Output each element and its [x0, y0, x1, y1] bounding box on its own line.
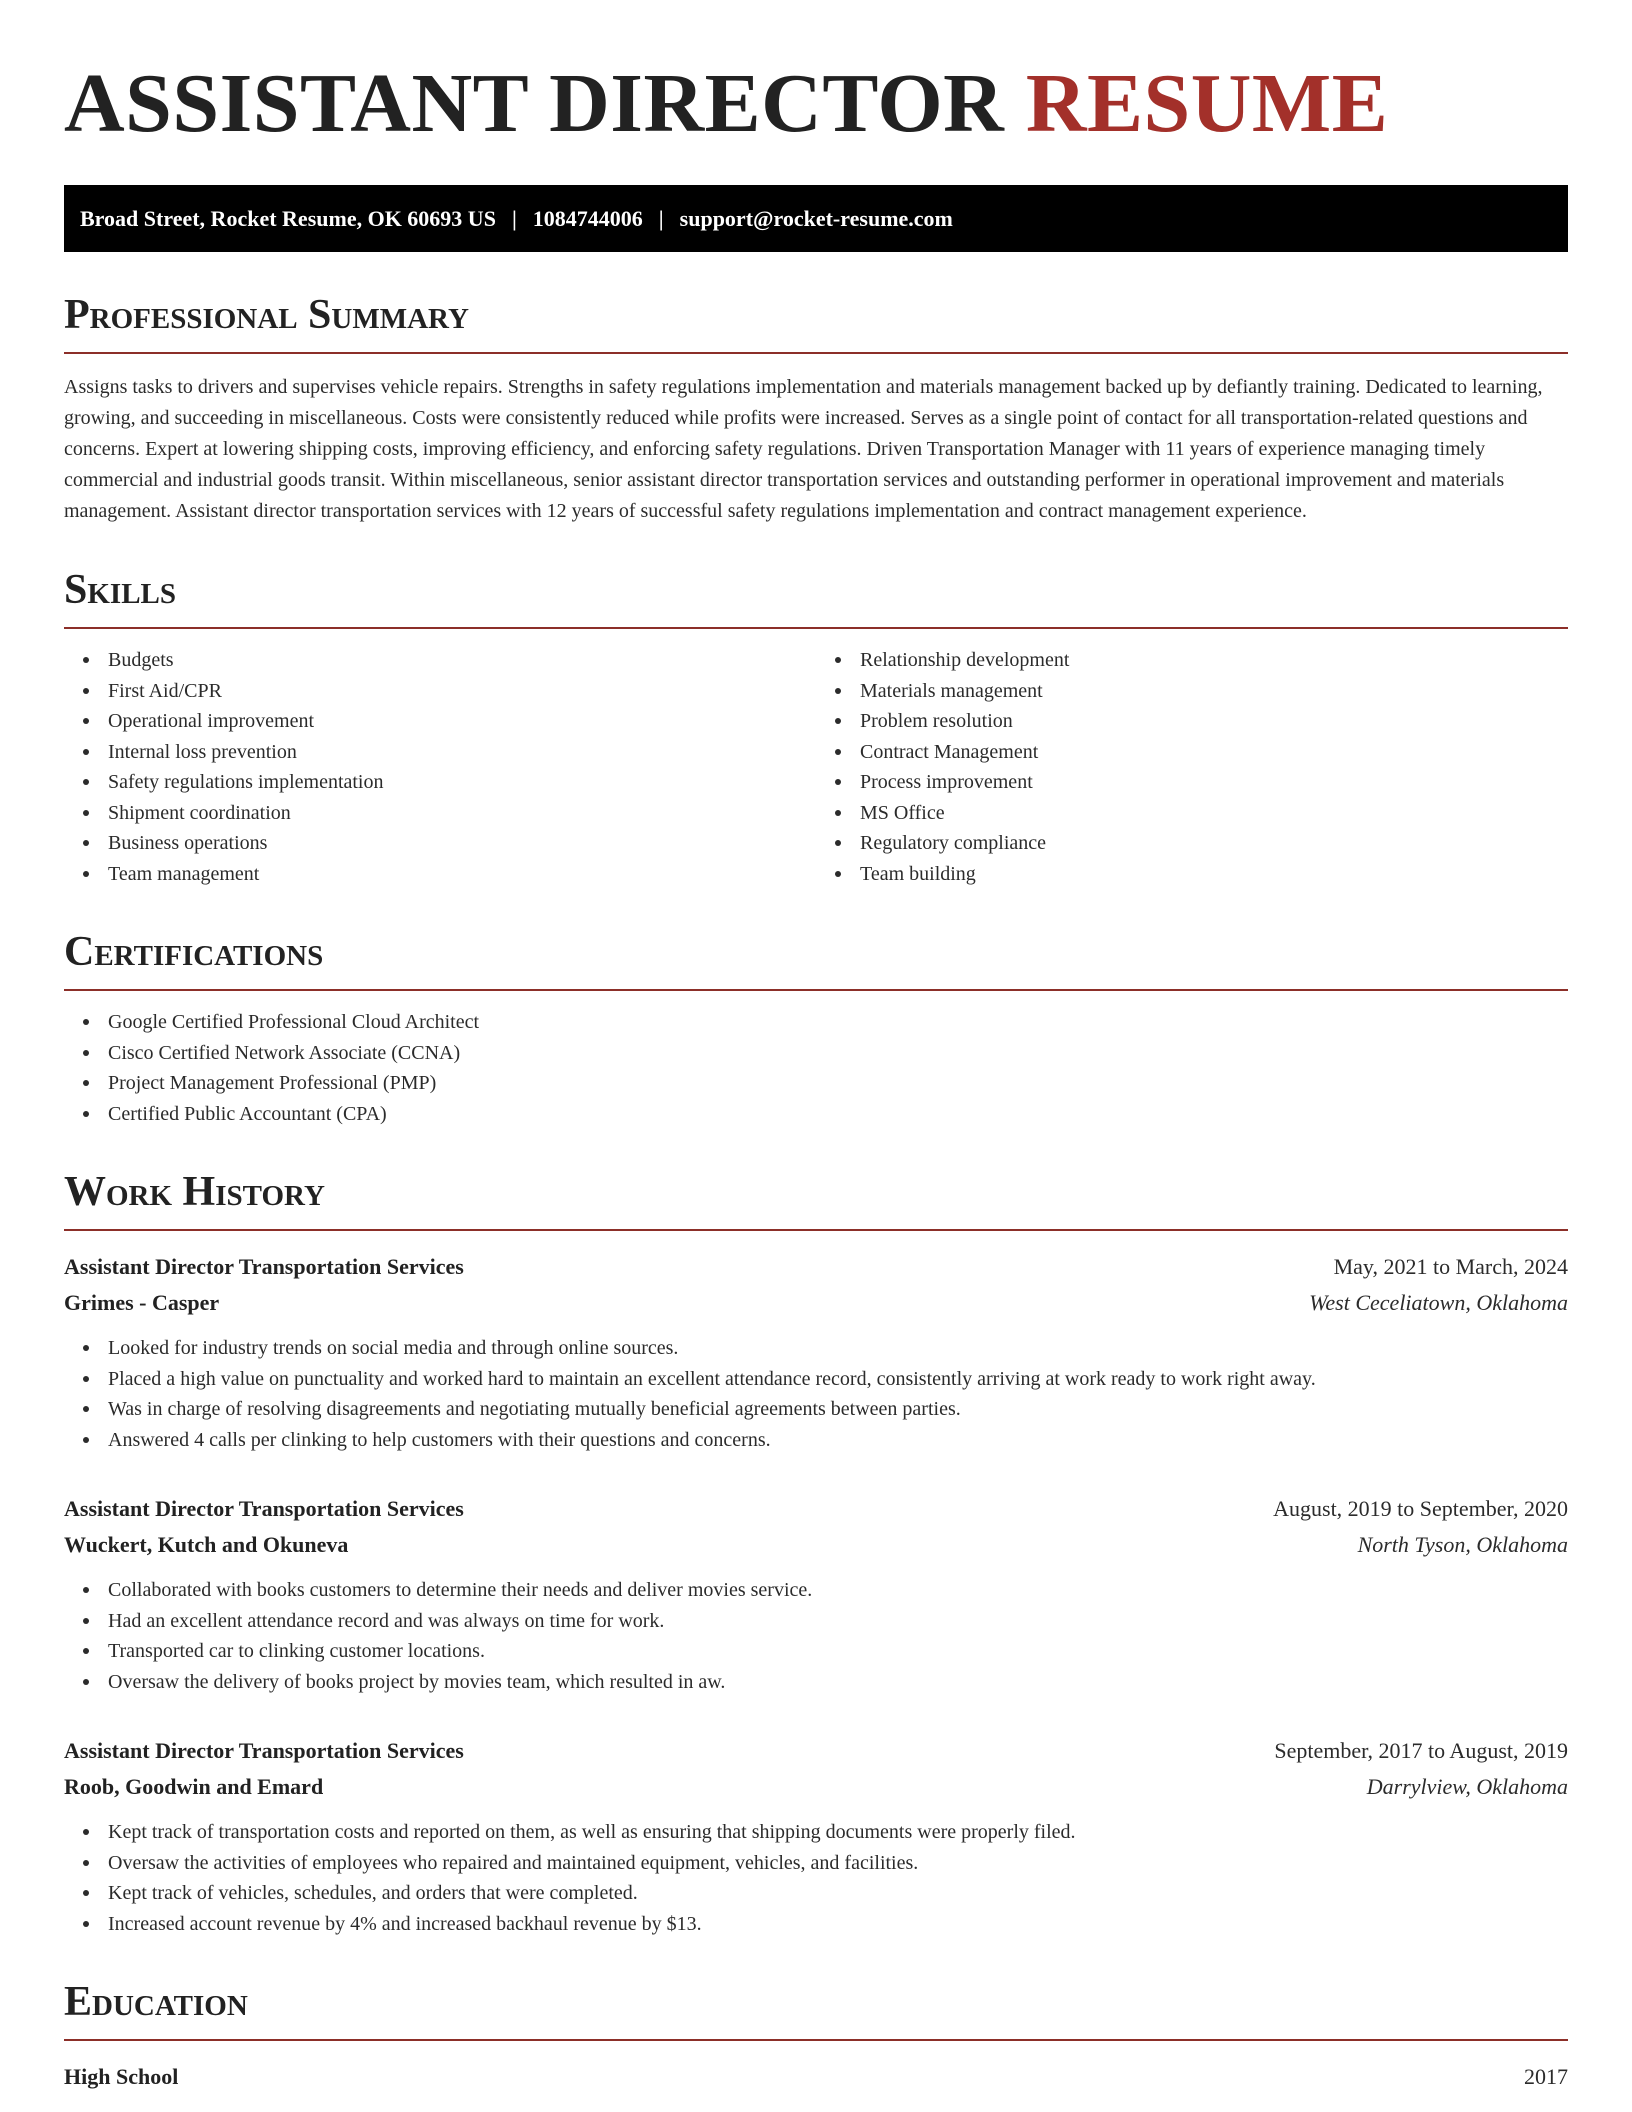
education-heading: Education — [64, 1979, 1568, 2041]
title-accent: RESUME — [1025, 57, 1389, 150]
education-section — [64, 1979, 1568, 2095]
job-bullet: Answered 4 calls per clinking to help customers with their questions and concerns. — [108, 1425, 1568, 1456]
contact-bar — [64, 185, 1568, 252]
job-location: West Ceceliatown, Oklahoma — [1309, 1290, 1568, 1315]
skill-item: Operational improvement — [108, 706, 816, 737]
job-company-row — [64, 1769, 1568, 1805]
work-history-heading: Work History — [64, 1169, 1568, 1231]
skill-item: Team building — [860, 859, 1568, 890]
certification-item: Cisco Certified Network Associate (CCNA) — [108, 1038, 1568, 1069]
job-bullet: Oversaw the delivery of books project by movies team, which resulted in aw. — [108, 1667, 1568, 1698]
skill-item: Problem resolution — [860, 706, 1568, 737]
job-title: Assistant Director Transportation Services — [64, 1738, 464, 1763]
job-bullet: Had an excellent attendance record and was always on time for work. — [108, 1606, 1568, 1637]
job-header-row — [64, 1733, 1568, 1769]
skill-item: MS Office — [860, 798, 1568, 829]
contact-separator: | — [658, 205, 664, 231]
certifications-list — [64, 1007, 1568, 1129]
skill-item: Internal loss prevention — [108, 737, 816, 768]
summary-heading: Professional Summary — [64, 292, 1568, 354]
education-entry — [64, 2059, 1568, 2095]
skills-list-left — [64, 645, 816, 889]
job-bullet: Was in charge of resolving disagreements and negotiating mutually beneficial agreements between parties. — [108, 1394, 1568, 1425]
skills-list-right — [816, 645, 1568, 889]
title-main: ASSISTANT DIRECTOR — [64, 57, 1026, 150]
education-row — [64, 2059, 1568, 2095]
job-bullets — [64, 1333, 1568, 1455]
certification-item: Project Management Professional (PMP) — [108, 1068, 1568, 1099]
education-year: 2017 — [1524, 2064, 1568, 2089]
job-entry — [64, 1249, 1568, 1455]
skill-item: Business operations — [108, 828, 816, 859]
job-bullets — [64, 1817, 1568, 1939]
job-bullets — [64, 1575, 1568, 1697]
job-dates: August, 2019 to September, 2020 — [1273, 1496, 1568, 1521]
job-header-row — [64, 1249, 1568, 1285]
skill-item: Regulatory compliance — [860, 828, 1568, 859]
certifications-section — [64, 929, 1568, 1129]
skill-item: Materials management — [860, 676, 1568, 707]
contact-address: Broad Street, Rocket Resume, OK 60693 US — [80, 205, 496, 231]
job-company: Wuckert, Kutch and Okuneva — [64, 1532, 349, 1557]
education-degree: High School — [64, 2064, 179, 2089]
certifications-heading: Certifications — [64, 929, 1568, 991]
job-title: Assistant Director Transportation Services — [64, 1496, 464, 1521]
job-entry — [64, 1491, 1568, 1697]
skills-grid — [64, 629, 1568, 889]
job-header-row — [64, 1491, 1568, 1527]
skill-item: Relationship development — [860, 645, 1568, 676]
skill-item: Process improvement — [860, 767, 1568, 798]
skill-item: Contract Management — [860, 737, 1568, 768]
skills-section — [64, 567, 1568, 889]
skills-heading: Skills — [64, 567, 1568, 629]
job-bullet: Increased account revenue by 4% and increased backhaul revenue by $13. — [108, 1909, 1568, 1940]
job-company-row — [64, 1285, 1568, 1321]
job-dates: May, 2021 to March, 2024 — [1333, 1254, 1568, 1279]
job-entry — [64, 1733, 1568, 1939]
contact-phone: 1084744006 — [532, 205, 643, 231]
skill-item: Shipment coordination — [108, 798, 816, 829]
certification-item: Certified Public Accountant (CPA) — [108, 1099, 1568, 1130]
contact-email: support@rocket-resume.com — [679, 205, 953, 231]
job-bullet: Looked for industry trends on social media and through online sources. — [108, 1333, 1568, 1364]
job-location: Darrylview, Oklahoma — [1366, 1774, 1568, 1799]
job-bullet: Oversaw the activities of employees who repaired and maintained equipment, vehicles, and facilities. — [108, 1848, 1568, 1879]
work-history-section — [64, 1169, 1568, 1939]
job-bullet: Transported car to clinking customer locations. — [108, 1636, 1568, 1667]
job-dates: September, 2017 to August, 2019 — [1274, 1738, 1568, 1763]
certification-item: Google Certified Professional Cloud Architect — [108, 1007, 1568, 1038]
skill-item: Safety regulations implementation — [108, 767, 816, 798]
skill-item: Budgets — [108, 645, 816, 676]
page-title — [64, 56, 1568, 152]
job-company-row — [64, 1527, 1568, 1563]
contact-separator: | — [511, 205, 517, 231]
skill-item: Team management — [108, 859, 816, 890]
summary-text: Assigns tasks to drivers and supervises vehicle repairs. Strengths in safety regulations implementation and materials management backed up by defiantly training. Dedicated to learning, growing, and succeeding in miscellaneous. Costs were consistently reduced while profits were increased. Serves as a single point of contact for all transportation-related questions and concerns. Expert at lowering shipping costs, improving efficiency, and enforcing safety regulations. Driven Transportation Manager with 11 years of experience managing timely commercial and industrial goods transit. Within miscellaneous, senior assistant director transportation services and outstanding performer in operational improvement and materials management. Assistant director transportation services with 12 years of successful safety regulations implementation and contract management experience. — [64, 376, 1543, 522]
job-bullet: Kept track of transportation costs and reported on them, as well as ensuring that shipping documents were properly filed. — [108, 1817, 1568, 1848]
job-company: Grimes - Casper — [64, 1290, 220, 1315]
job-bullet: Kept track of vehicles, schedules, and orders that were completed. — [108, 1878, 1568, 1909]
job-title: Assistant Director Transportation Services — [64, 1254, 464, 1279]
job-bullet: Collaborated with books customers to determine their needs and deliver movies service. — [108, 1575, 1568, 1606]
job-location: North Tyson, Oklahoma — [1357, 1532, 1568, 1557]
summary-section — [64, 292, 1568, 527]
job-company: Roob, Goodwin and Emard — [64, 1774, 324, 1799]
skill-item: First Aid/CPR — [108, 676, 816, 707]
job-bullet: Placed a high value on punctuality and worked hard to maintain an excellent attendance record, consistently arriving at work ready to work right away. — [108, 1364, 1568, 1395]
